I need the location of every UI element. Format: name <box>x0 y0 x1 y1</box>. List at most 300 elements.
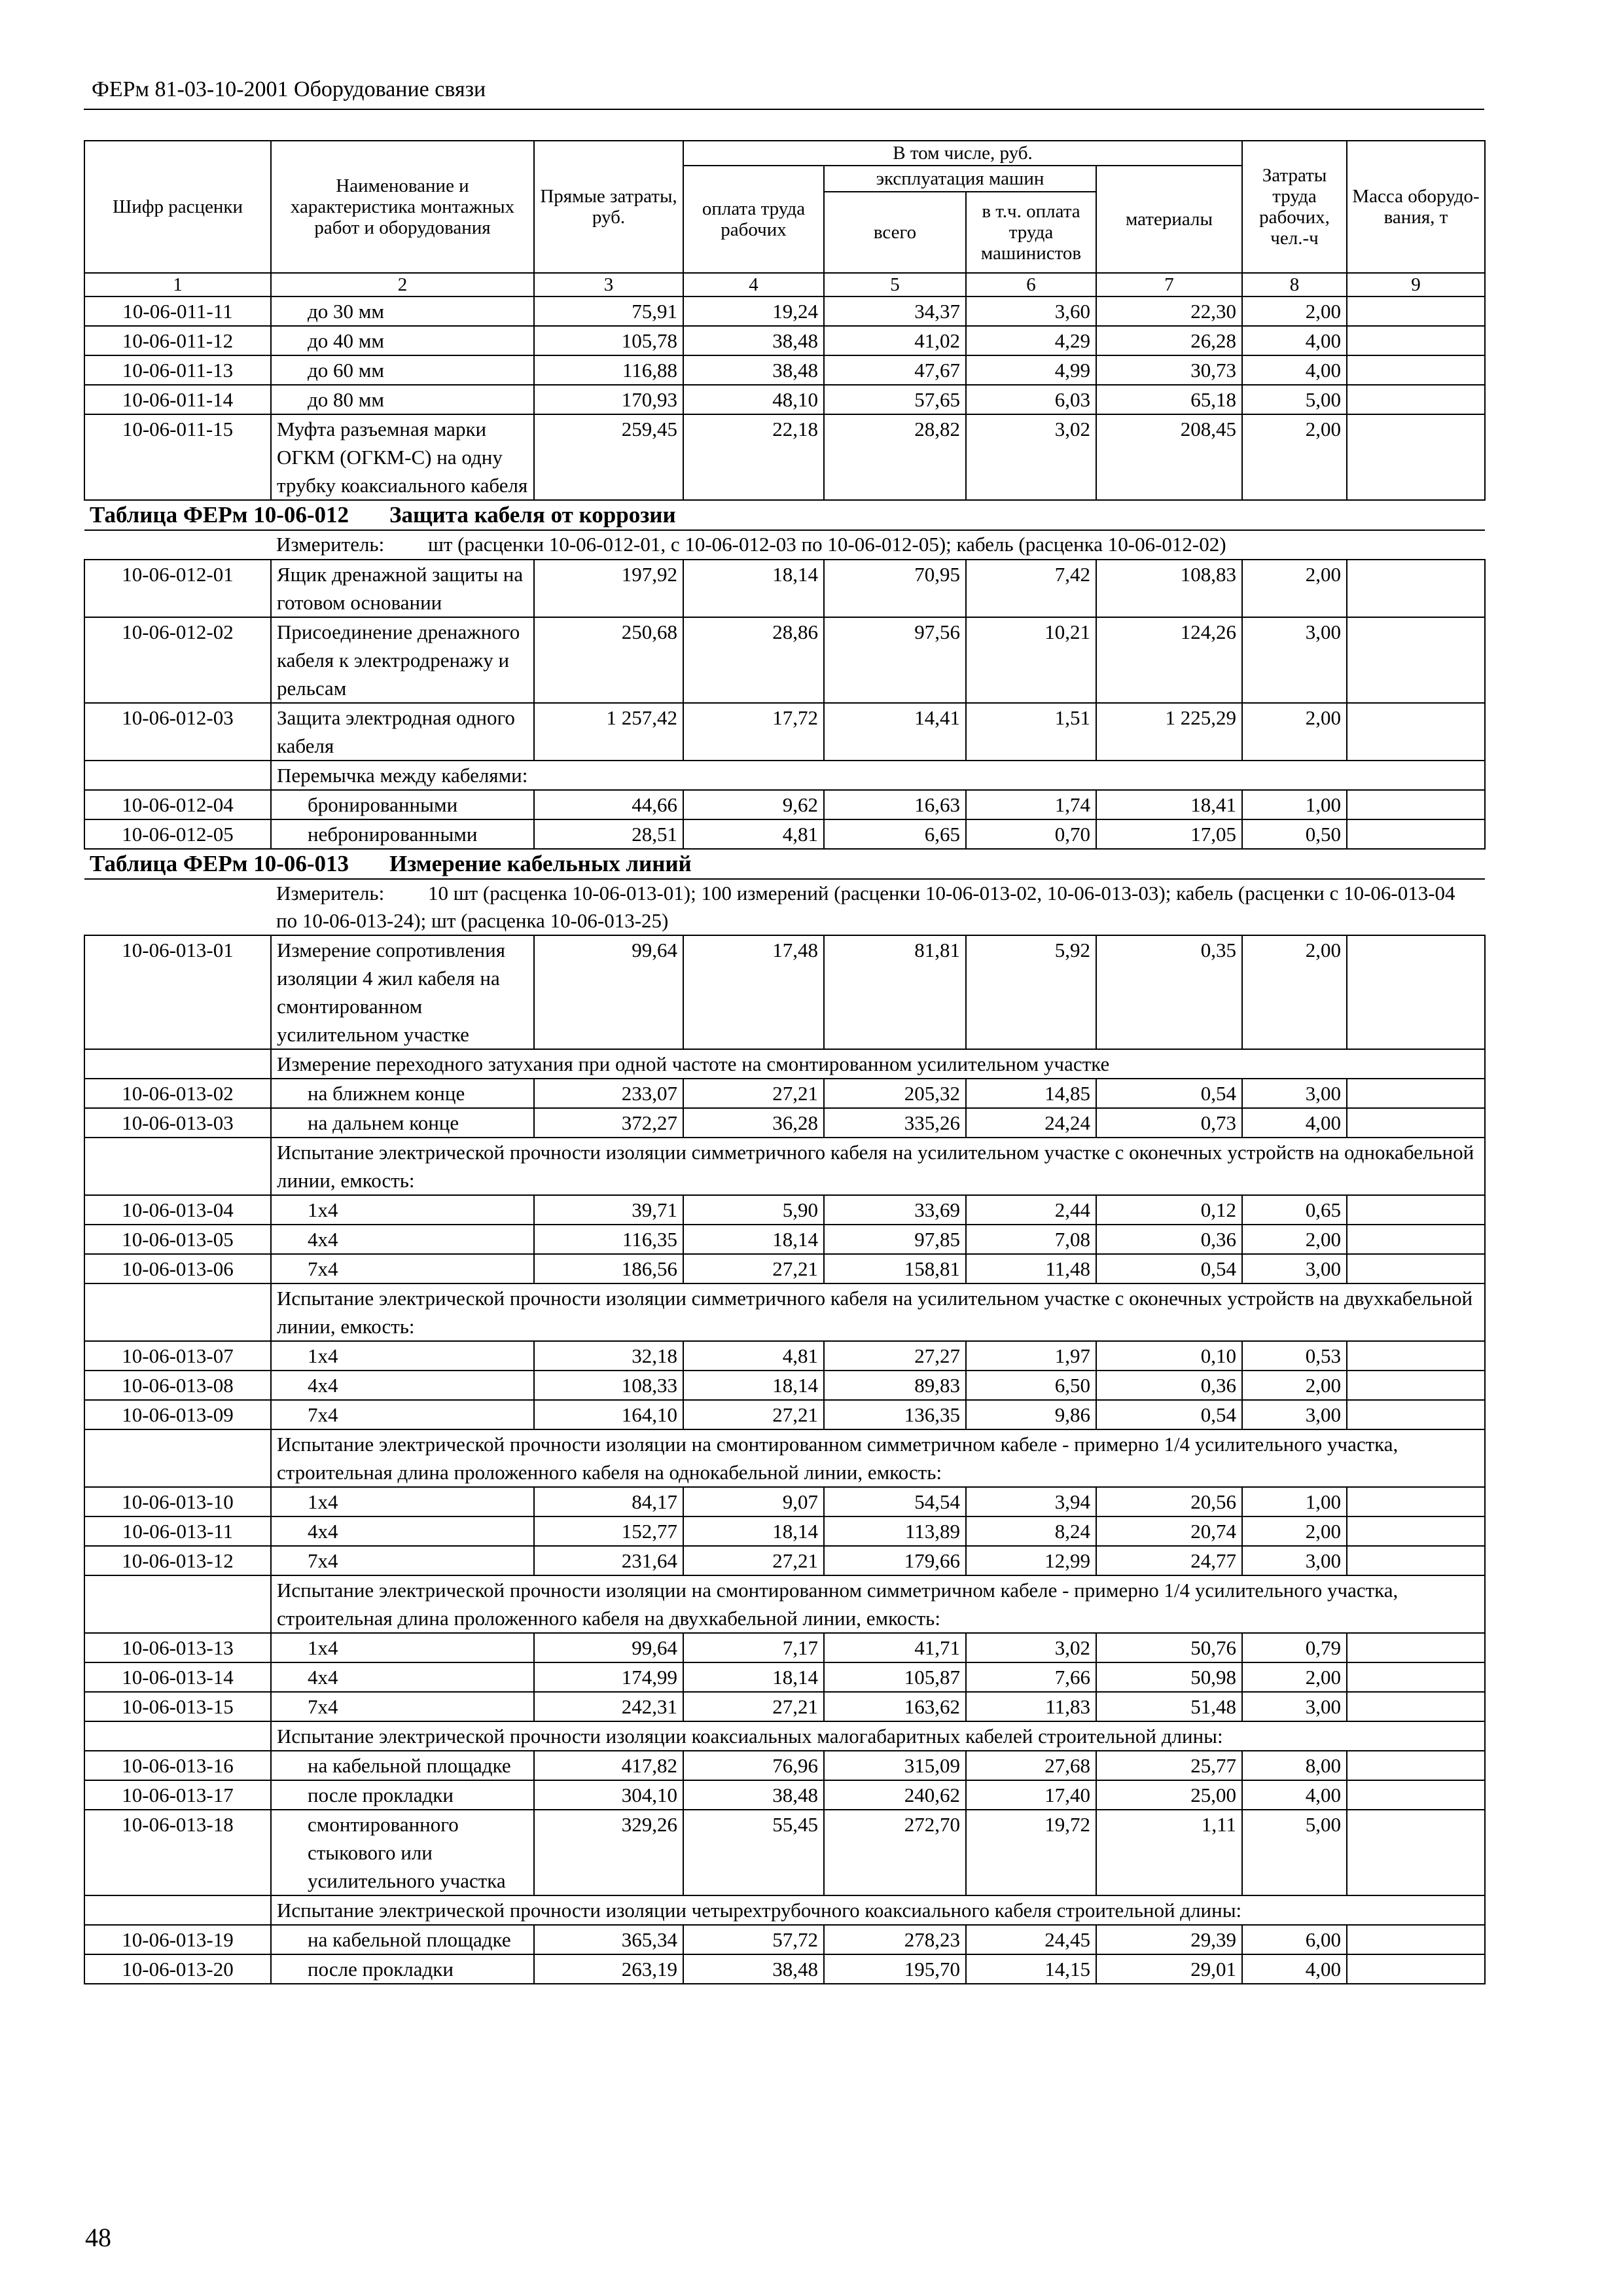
wages: 57,72 <box>683 1925 824 1954</box>
rate-code: 10-06-013-14 <box>84 1662 271 1692</box>
mass <box>1347 1633 1485 1662</box>
direct-cost: 84,17 <box>534 1487 683 1516</box>
group-spacer <box>84 1895 271 1925</box>
rate-code: 10-06-013-07 <box>84 1341 271 1371</box>
mass <box>1347 385 1485 414</box>
work-name: 1х4 <box>271 1341 534 1371</box>
wages: 9,62 <box>683 790 824 819</box>
rate-code: 10-06-013-17 <box>84 1780 271 1810</box>
machines-total: 28,82 <box>824 414 966 500</box>
work-name: после прокладки <box>271 1954 534 1984</box>
labor: 3,00 <box>1242 1400 1347 1429</box>
mass <box>1347 1400 1485 1429</box>
labor: 2,00 <box>1242 560 1347 617</box>
machines-total: 89,83 <box>824 1371 966 1400</box>
head-labor: Затраты труда рабочих, чел.-ч <box>1242 141 1347 273</box>
rate-code: 10-06-011-13 <box>84 355 271 385</box>
group-heading-row <box>84 1138 1485 1195</box>
table-body <box>84 296 1485 1984</box>
wages: 4,81 <box>683 819 824 849</box>
rate-code: 10-06-012-05 <box>84 819 271 849</box>
materials: 0,54 <box>1096 1079 1242 1108</box>
labor: 3,00 <box>1242 1692 1347 1721</box>
labor: 4,00 <box>1242 1954 1347 1984</box>
direct-cost: 75,91 <box>534 296 683 326</box>
rate-code: 10-06-013-06 <box>84 1254 271 1283</box>
head-direct: Прямые затраты, руб. <box>534 141 683 273</box>
machinist-wages: 1,97 <box>966 1341 1096 1371</box>
measure-text: шт (расценки 10-06-012-01, с 10-06-012-03 по 10-06-012-05); кабель (расценка 10-06-012-02) <box>428 533 1226 556</box>
table-row <box>84 355 1485 385</box>
direct-cost: 304,10 <box>534 1780 683 1810</box>
table-section-title <box>84 849 1485 879</box>
rate-code: 10-06-013-05 <box>84 1225 271 1254</box>
mass <box>1347 819 1485 849</box>
rate-code: 10-06-013-09 <box>84 1400 271 1429</box>
direct-cost: 365,34 <box>534 1925 683 1954</box>
head-name: Наименование и характеристика монтажных работ и оборудования <box>271 141 534 273</box>
mass <box>1347 326 1485 355</box>
wages: 18,14 <box>683 1371 824 1400</box>
materials: 50,76 <box>1096 1633 1242 1662</box>
head-incl: В том числе, руб. <box>683 141 1242 166</box>
rate-code: 10-06-013-19 <box>84 1925 271 1954</box>
group-heading-row <box>84 1895 1485 1925</box>
mass <box>1347 296 1485 326</box>
work-name: 4х4 <box>271 1516 534 1546</box>
machines-total: 14,41 <box>824 703 966 761</box>
mass <box>1347 1780 1485 1810</box>
direct-cost: 259,45 <box>534 414 683 500</box>
machinist-wages: 0,70 <box>966 819 1096 849</box>
direct-cost: 32,18 <box>534 1341 683 1371</box>
section-code: Таблица ФЕРм 10-06-013 <box>90 851 349 876</box>
measure-label: Измеритель: <box>276 533 385 556</box>
work-name: 7х4 <box>271 1254 534 1283</box>
head-code: Шифр расценки <box>84 141 271 273</box>
measure-text: 10 шт (расценка 10-06-013-01); 100 измерений (расценки 10-06-013-02, 10-06-013-03); кабель (расценки с 10-06-013-04 по 10-06-013-24); шт (расценка 10-06-013-25) <box>276 882 1455 932</box>
col-num-6: 6 <box>966 273 1096 296</box>
group-spacer <box>84 761 271 790</box>
mass <box>1347 1079 1485 1108</box>
direct-cost: 250,68 <box>534 617 683 703</box>
wages: 18,14 <box>683 1225 824 1254</box>
wages: 18,14 <box>683 1662 824 1692</box>
wages: 5,90 <box>683 1195 824 1225</box>
col-num-5: 5 <box>824 273 966 296</box>
group-heading: Перемычка между кабелями: <box>271 761 1485 790</box>
group-heading-row <box>84 1049 1485 1079</box>
mass <box>1347 1751 1485 1780</box>
mass <box>1347 1810 1485 1895</box>
wages: 28,86 <box>683 617 824 703</box>
rate-code: 10-06-013-20 <box>84 1954 271 1984</box>
direct-cost: 233,07 <box>534 1079 683 1108</box>
group-heading: Испытание электрической прочности изоляции четырехтрубочного коаксиального кабеля строительной длины: <box>271 1895 1485 1925</box>
machines-total: 195,70 <box>824 1954 966 1984</box>
machines-total: 57,65 <box>824 385 966 414</box>
section-code: Таблица ФЕРм 10-06-012 <box>90 502 349 528</box>
work-name: Защита электродная одного кабеля <box>271 703 534 761</box>
labor: 1,00 <box>1242 1487 1347 1516</box>
machines-total: 41,71 <box>824 1633 966 1662</box>
mass <box>1347 1341 1485 1371</box>
materials: 208,45 <box>1096 414 1242 500</box>
group-heading-row <box>84 1575 1485 1633</box>
wages: 22,18 <box>683 414 824 500</box>
materials: 20,74 <box>1096 1516 1242 1546</box>
head-incl-wages: в т.ч. оплата труда машинистов <box>966 192 1096 273</box>
direct-cost: 116,88 <box>534 355 683 385</box>
materials: 25,00 <box>1096 1780 1242 1810</box>
work-name: 4х4 <box>271 1371 534 1400</box>
labor: 2,00 <box>1242 935 1347 1049</box>
materials: 20,56 <box>1096 1487 1242 1516</box>
labor: 4,00 <box>1242 326 1347 355</box>
machinist-wages: 14,15 <box>966 1954 1096 1984</box>
wages: 27,21 <box>683 1692 824 1721</box>
direct-cost: 105,78 <box>534 326 683 355</box>
measure-cell <box>271 530 1485 560</box>
materials: 1 225,29 <box>1096 703 1242 761</box>
rate-code: 10-06-011-14 <box>84 385 271 414</box>
machinist-wages: 1,51 <box>966 703 1096 761</box>
table-row <box>84 1400 1485 1429</box>
work-name: на кабельной площадке <box>271 1925 534 1954</box>
machines-total: 179,66 <box>824 1546 966 1575</box>
machines-total: 6,65 <box>824 819 966 849</box>
materials: 0,73 <box>1096 1108 1242 1138</box>
direct-cost: 99,64 <box>534 1633 683 1662</box>
work-name: на кабельной площадке <box>271 1751 534 1780</box>
page-number: 48 <box>85 2223 111 2252</box>
table-row <box>84 790 1485 819</box>
table-row <box>84 326 1485 355</box>
work-name: после прокладки <box>271 1780 534 1810</box>
table-row <box>84 1546 1485 1575</box>
materials: 65,18 <box>1096 385 1242 414</box>
direct-cost: 116,35 <box>534 1225 683 1254</box>
mass <box>1347 560 1485 617</box>
group-heading: Испытание электрической прочности изоляции на смонтированном симметричном кабеле - примерно 1/4 усилительного участка, строительная длина проложенного кабеля на двухкабельной линии, емкость: <box>271 1575 1485 1633</box>
wages: 38,48 <box>683 326 824 355</box>
materials: 26,28 <box>1096 326 1242 355</box>
machines-total: 272,70 <box>824 1810 966 1895</box>
mass <box>1347 617 1485 703</box>
table-row <box>84 935 1485 1049</box>
table-row <box>84 1079 1485 1108</box>
rate-code: 10-06-013-13 <box>84 1633 271 1662</box>
materials: 0,12 <box>1096 1195 1242 1225</box>
table-row <box>84 414 1485 500</box>
rate-code: 10-06-013-15 <box>84 1692 271 1721</box>
table-row <box>84 703 1485 761</box>
table-row <box>84 1662 1485 1692</box>
work-name: 1х4 <box>271 1487 534 1516</box>
group-spacer <box>84 1721 271 1751</box>
materials: 50,98 <box>1096 1662 1242 1692</box>
table-row <box>84 1810 1485 1895</box>
work-name: бронированными <box>271 790 534 819</box>
mass <box>1347 935 1485 1049</box>
direct-cost: 174,99 <box>534 1662 683 1692</box>
materials: 25,77 <box>1096 1751 1242 1780</box>
wages: 17,72 <box>683 703 824 761</box>
labor: 2,00 <box>1242 296 1347 326</box>
head-materials: материалы <box>1096 166 1242 273</box>
labor: 4,00 <box>1242 355 1347 385</box>
head-wages: оплата труда рабочих <box>683 166 824 273</box>
col-num-2: 2 <box>271 273 534 296</box>
work-name: до 30 мм <box>271 296 534 326</box>
work-name: 7х4 <box>271 1546 534 1575</box>
direct-cost: 197,92 <box>534 560 683 617</box>
group-spacer <box>84 1429 271 1487</box>
labor: 0,53 <box>1242 1341 1347 1371</box>
wages: 18,14 <box>683 1516 824 1546</box>
work-name: до 60 мм <box>271 355 534 385</box>
work-name: 1х4 <box>271 1195 534 1225</box>
mass <box>1347 1954 1485 1984</box>
materials: 1,11 <box>1096 1810 1242 1895</box>
group-spacer <box>84 1575 271 1633</box>
machines-total: 47,67 <box>824 355 966 385</box>
labor: 6,00 <box>1242 1925 1347 1954</box>
machines-total: 33,69 <box>824 1195 966 1225</box>
rate-code: 10-06-013-11 <box>84 1516 271 1546</box>
work-name: 7х4 <box>271 1692 534 1721</box>
work-name: до 80 мм <box>271 385 534 414</box>
machines-total: 163,62 <box>824 1692 966 1721</box>
labor: 1,00 <box>1242 790 1347 819</box>
machines-total: 158,81 <box>824 1254 966 1283</box>
direct-cost: 329,26 <box>534 1810 683 1895</box>
direct-cost: 39,71 <box>534 1195 683 1225</box>
machines-total: 97,85 <box>824 1225 966 1254</box>
mass <box>1347 1225 1485 1254</box>
rate-code: 10-06-013-10 <box>84 1487 271 1516</box>
group-spacer <box>84 1049 271 1079</box>
group-heading-row <box>84 1721 1485 1751</box>
machinist-wages: 6,50 <box>966 1371 1096 1400</box>
machines-total: 335,26 <box>824 1108 966 1138</box>
measure-row <box>84 879 1485 935</box>
mass <box>1347 1108 1485 1138</box>
materials: 51,48 <box>1096 1692 1242 1721</box>
machinist-wages: 3,02 <box>966 1633 1096 1662</box>
group-heading: Испытание электрической прочности изоляции симметричного кабеля на усилительном участке с оконечных устройств на однокабельной линии, емкость: <box>271 1138 1485 1195</box>
materials: 22,30 <box>1096 296 1242 326</box>
rate-code: 10-06-013-18 <box>84 1810 271 1895</box>
work-name: Измерение сопротивления изоляции 4 жил кабеля на смонтированном усилительном участке <box>271 935 534 1049</box>
table-row <box>84 296 1485 326</box>
wages: 38,48 <box>683 1780 824 1810</box>
machines-total: 240,62 <box>824 1780 966 1810</box>
section-title-cell <box>84 500 1485 530</box>
labor: 4,00 <box>1242 1780 1347 1810</box>
table-row <box>84 1341 1485 1371</box>
labor: 3,00 <box>1242 1546 1347 1575</box>
materials: 108,83 <box>1096 560 1242 617</box>
mass <box>1347 1516 1485 1546</box>
header-rule <box>84 109 1484 110</box>
labor: 3,00 <box>1242 617 1347 703</box>
rate-code: 10-06-013-16 <box>84 1751 271 1780</box>
labor: 0,65 <box>1242 1195 1347 1225</box>
table-row <box>84 1254 1485 1283</box>
direct-cost: 44,66 <box>534 790 683 819</box>
group-heading-row <box>84 1283 1485 1341</box>
machinist-wages: 7,42 <box>966 560 1096 617</box>
table-row <box>84 1954 1485 1984</box>
table-row <box>84 1225 1485 1254</box>
machines-total: 278,23 <box>824 1925 966 1954</box>
table-row <box>84 617 1485 703</box>
rate-code: 10-06-012-04 <box>84 790 271 819</box>
labor: 2,00 <box>1242 1371 1347 1400</box>
mass <box>1347 355 1485 385</box>
work-name: Муфта разъемная марки ОГКМ (ОГКМ-С) на одну трубку коаксиального кабеля <box>271 414 534 500</box>
wages: 9,07 <box>683 1487 824 1516</box>
table-row <box>84 1371 1485 1400</box>
materials: 29,39 <box>1096 1925 1242 1954</box>
work-name: смонтированного стыкового или усилительного участка <box>271 1810 534 1895</box>
labor: 8,00 <box>1242 1751 1347 1780</box>
direct-cost: 242,31 <box>534 1692 683 1721</box>
wages: 38,48 <box>683 355 824 385</box>
table-row <box>84 385 1485 414</box>
direct-cost: 170,93 <box>534 385 683 414</box>
section-title: Защита кабеля от коррозии <box>389 502 676 528</box>
group-heading-row <box>84 1429 1485 1487</box>
wages: 27,21 <box>683 1400 824 1429</box>
head-mass: Масса оборудо-вания, т <box>1347 141 1485 273</box>
machines-total: 105,87 <box>824 1662 966 1692</box>
mass <box>1347 1546 1485 1575</box>
materials: 29,01 <box>1096 1954 1242 1984</box>
mass <box>1347 1371 1485 1400</box>
materials: 30,73 <box>1096 355 1242 385</box>
machinist-wages: 1,74 <box>966 790 1096 819</box>
machinist-wages: 4,99 <box>966 355 1096 385</box>
wages: 27,21 <box>683 1079 824 1108</box>
mass <box>1347 1254 1485 1283</box>
machinist-wages: 14,85 <box>966 1079 1096 1108</box>
mass <box>1347 414 1485 500</box>
materials: 24,77 <box>1096 1546 1242 1575</box>
wages: 76,96 <box>683 1751 824 1780</box>
mass <box>1347 703 1485 761</box>
machinist-wages: 3,60 <box>966 296 1096 326</box>
direct-cost: 28,51 <box>534 819 683 849</box>
mass <box>1347 1487 1485 1516</box>
materials: 18,41 <box>1096 790 1242 819</box>
col-num-7: 7 <box>1096 273 1242 296</box>
materials: 17,05 <box>1096 819 1242 849</box>
machines-total: 136,35 <box>824 1400 966 1429</box>
mass <box>1347 1195 1485 1225</box>
direct-cost: 372,27 <box>534 1108 683 1138</box>
wages: 38,48 <box>683 1954 824 1984</box>
machinist-wages: 12,99 <box>966 1546 1096 1575</box>
table-row <box>84 819 1485 849</box>
machinist-wages: 4,29 <box>966 326 1096 355</box>
labor: 0,79 <box>1242 1633 1347 1662</box>
materials: 124,26 <box>1096 617 1242 703</box>
materials: 0,10 <box>1096 1341 1242 1371</box>
group-heading: Испытание электрической прочности изоляции коаксиальных малогабаритных кабелей строительной длины: <box>271 1721 1485 1751</box>
machines-total: 70,95 <box>824 560 966 617</box>
machines-total: 41,02 <box>824 326 966 355</box>
mass <box>1347 1692 1485 1721</box>
labor: 5,00 <box>1242 385 1347 414</box>
rate-code: 10-06-013-02 <box>84 1079 271 1108</box>
machines-total: 34,37 <box>824 296 966 326</box>
materials: 0,54 <box>1096 1400 1242 1429</box>
wages: 36,28 <box>683 1108 824 1138</box>
rates-table <box>84 140 1486 1984</box>
machinist-wages: 6,03 <box>966 385 1096 414</box>
table-row <box>84 1108 1485 1138</box>
labor: 2,00 <box>1242 1516 1347 1546</box>
machinist-wages: 7,08 <box>966 1225 1096 1254</box>
machinist-wages: 17,40 <box>966 1780 1096 1810</box>
rate-code: 10-06-012-02 <box>84 617 271 703</box>
col-num-4: 4 <box>683 273 824 296</box>
group-spacer <box>84 1283 271 1341</box>
group-heading-row <box>84 761 1485 790</box>
head-machines: эксплуатация машин <box>824 166 1096 192</box>
machines-total: 16,63 <box>824 790 966 819</box>
materials: 0,54 <box>1096 1254 1242 1283</box>
direct-cost: 417,82 <box>534 1751 683 1780</box>
wages: 48,10 <box>683 385 824 414</box>
rate-code: 10-06-013-01 <box>84 935 271 1049</box>
work-name: Ящик дренажной защиты на готовом основании <box>271 560 534 617</box>
work-name: небронированными <box>271 819 534 849</box>
table-row <box>84 1516 1485 1546</box>
work-name: 1х4 <box>271 1633 534 1662</box>
measure-row <box>84 530 1485 560</box>
labor: 3,00 <box>1242 1254 1347 1283</box>
measure-spacer <box>84 879 271 935</box>
machinist-wages: 19,72 <box>966 1810 1096 1895</box>
head-total: всего <box>824 192 966 273</box>
work-name: Присоединение дренажного кабеля к электродренажу и рельсам <box>271 617 534 703</box>
machinist-wages: 24,45 <box>966 1925 1096 1954</box>
work-name: 4х4 <box>271 1225 534 1254</box>
machinist-wages: 3,94 <box>966 1487 1096 1516</box>
labor: 2,00 <box>1242 1662 1347 1692</box>
direct-cost: 186,56 <box>534 1254 683 1283</box>
rate-code: 10-06-013-08 <box>84 1371 271 1400</box>
machines-total: 97,56 <box>824 617 966 703</box>
work-name: до 40 мм <box>271 326 534 355</box>
machinist-wages: 27,68 <box>966 1751 1096 1780</box>
machinist-wages: 7,66 <box>966 1662 1096 1692</box>
page-header: ФЕРм 81-03-10-2001 Оборудование связи <box>92 77 486 101</box>
direct-cost: 152,77 <box>534 1516 683 1546</box>
rate-code: 10-06-011-12 <box>84 326 271 355</box>
col-num-9: 9 <box>1347 273 1485 296</box>
direct-cost: 1 257,42 <box>534 703 683 761</box>
labor: 2,00 <box>1242 1225 1347 1254</box>
mass <box>1347 1662 1485 1692</box>
group-heading: Испытание электрической прочности изоляции на смонтированном симметричном кабеле - примерно 1/4 усилительного участка, строительная длина проложенного кабеля на однокабельной линии, емкость: <box>271 1429 1485 1487</box>
table-section-title <box>84 500 1485 530</box>
group-heading: Измерение переходного затухания при одной частоте на смонтированном усилительном участке <box>271 1049 1485 1079</box>
machinist-wages: 3,02 <box>966 414 1096 500</box>
